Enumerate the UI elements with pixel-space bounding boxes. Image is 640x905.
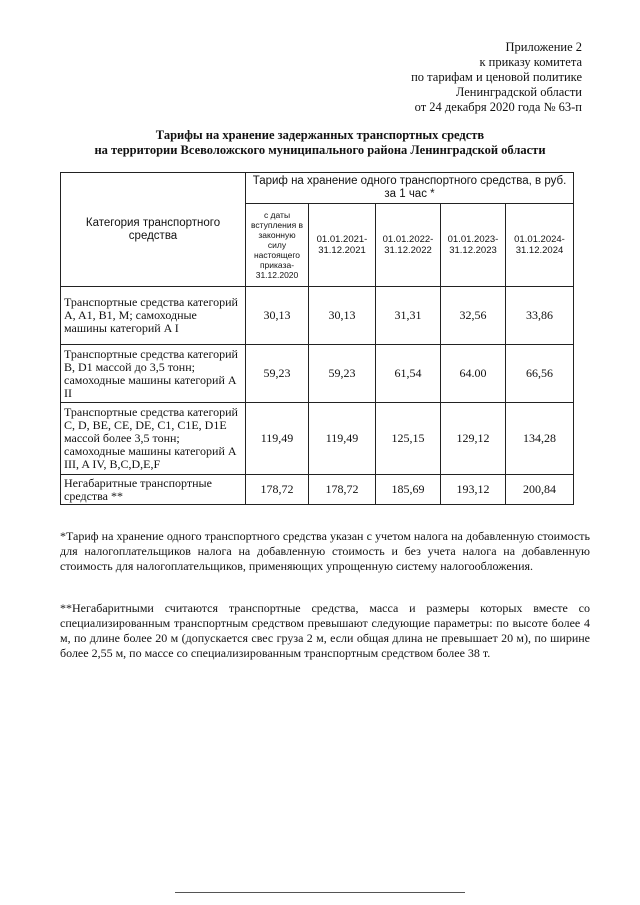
table-row (61, 475, 574, 505)
appendix-line-order: к приказу комитета (479, 55, 582, 69)
row-value: 119,49 (309, 403, 376, 475)
header-period: 01.01.2023- 31.12.2023 (441, 204, 506, 287)
row-category: Транспортные средства категорий C, D, BE, CE, DE, C1, C1E, D1E массой более 3,5 тонн; самоходные машины категорий A III, A IV, B,C,D,E,F (61, 403, 246, 475)
appendix-line-region: Ленинградской области (455, 85, 582, 99)
row-value: 125,15 (376, 403, 441, 475)
row-value: 66,56 (506, 345, 574, 403)
row-value: 200,84 (506, 475, 574, 505)
row-value: 178,72 (246, 475, 309, 505)
header-period: 01.01.2021- 31.12.2021 (309, 204, 376, 287)
row-category: Транспортные средства категорий A, A1, B1, M; самоходные машины категорий A I (61, 287, 246, 345)
header-tariff: Тариф на хранение одного транспортного средства, в руб. за 1 час * (246, 173, 574, 204)
row-value: 119,49 (246, 403, 309, 475)
title-line-1: Тарифы на хранение задержанных транспортных средств (155, 128, 485, 142)
row-value: 30,13 (246, 287, 309, 345)
row-value: 33,86 (506, 287, 574, 345)
table-row (61, 403, 574, 475)
table-header-row (61, 173, 574, 204)
document-title (40, 128, 600, 158)
appendix-line-committee: по тарифам и ценовой политике (411, 70, 582, 84)
row-value: 59,23 (309, 345, 376, 403)
tariff-table (60, 172, 574, 505)
footnote-oversized: **Негабаритными считаются транспортные средства, масса и размеры которых вместе со специализированным транспортным средством превышают следующие параметры: по высоте более 4 м, по длине более 20 м (допускается свес груза 2 м, если общая длина не превышает 20 м), по ширине более 2,55 м, по массе со специализированным транспортным средством более 38 т. (60, 601, 590, 660)
table-row (61, 345, 574, 403)
row-value: 59,23 (246, 345, 309, 403)
appendix-line-date: от 24 декабря 2020 года № 63-п (414, 100, 582, 114)
footnote-vat: *Тариф на хранение одного транспортного средства указан с учетом налога на добавленную стоимость для налогоплательщиков налога на добавленную стоимость и без учета налога на добавленную стоимость для налогоплательщиков, применяющих упрощенную систему налогообложения. (60, 529, 590, 573)
row-value: 61,54 (376, 345, 441, 403)
row-value: 31,31 (376, 287, 441, 345)
header-category: Категория транспортного средства (61, 173, 246, 287)
appendix-header (411, 40, 582, 115)
row-value: 185,69 (376, 475, 441, 505)
title-line-2: на территории Всеволожского муниципального района Ленинградской области (94, 143, 546, 157)
row-value: 178,72 (309, 475, 376, 505)
header-period: с даты вступления в законную силу настоящего приказа- 31.12.2020 (246, 204, 309, 287)
row-category: Транспортные средства категорий B, D1 массой до 3,5 тонн; самоходные машины категорий A II (61, 345, 246, 403)
row-category: Негабаритные транспортные средства ** (61, 475, 246, 505)
row-value: 134,28 (506, 403, 574, 475)
row-value: 64.00 (441, 345, 506, 403)
table-row (61, 287, 574, 345)
row-value: 32,56 (441, 287, 506, 345)
appendix-title: Приложение 2 (505, 40, 582, 54)
header-period: 01.01.2024- 31.12.2024 (506, 204, 574, 287)
row-value: 193,12 (441, 475, 506, 505)
header-period: 01.01.2022- 31.12.2022 (376, 204, 441, 287)
row-value: 30,13 (309, 287, 376, 345)
footer-divider (175, 892, 465, 893)
row-value: 129,12 (441, 403, 506, 475)
